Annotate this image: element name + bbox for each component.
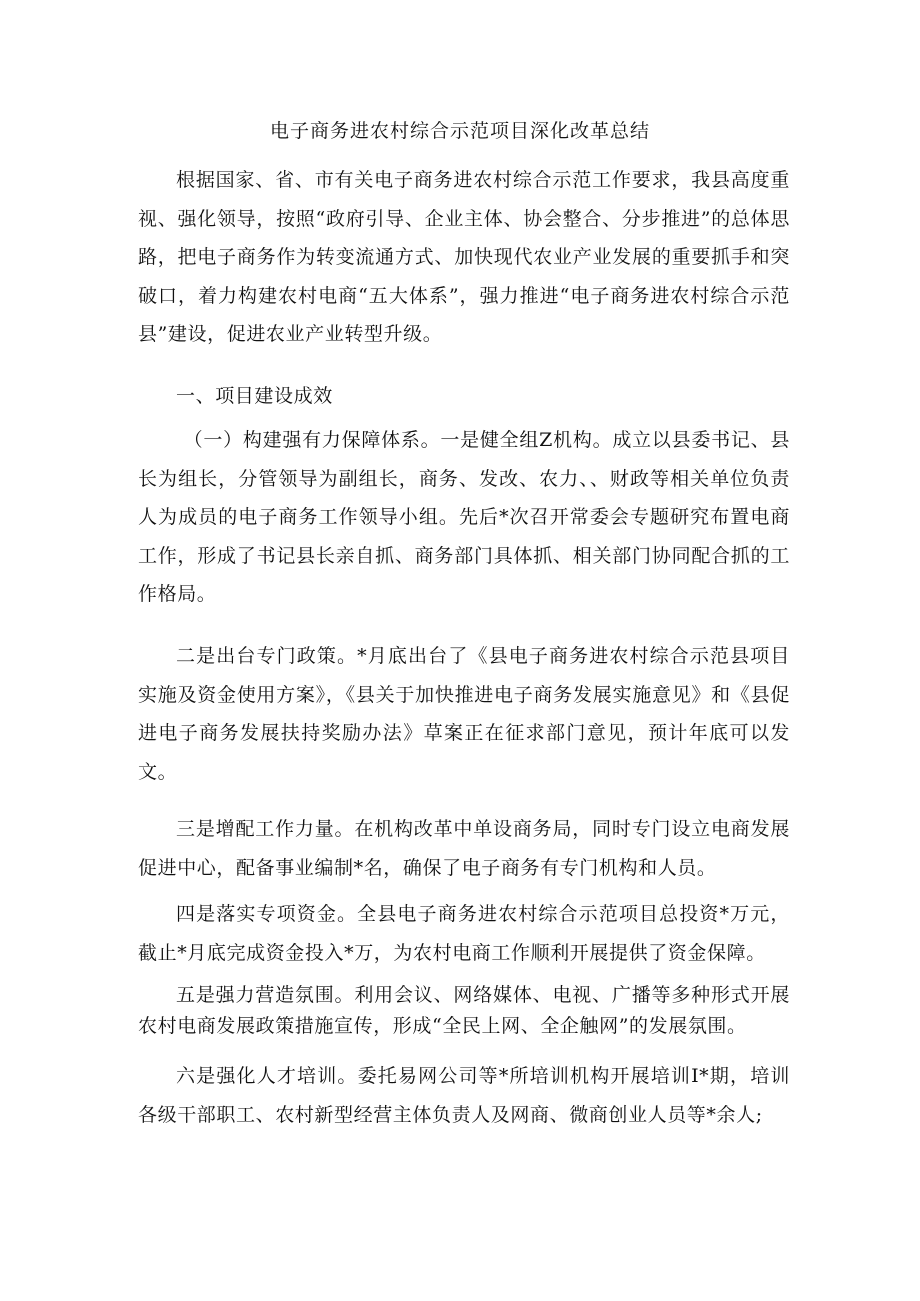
paragraph-policy: 二是出台专门政策。*月底出台了《县电子商务进农村综合示范县项目实施及资金使用方案》，《县关于加快推进电子商务发展实施意见》和《县促进电子商务发展扶持奖励办法》草案正在征求部门意见，预计年底可以发文。 (138, 645, 790, 783)
document-title: 电子商务进农村综合示范项目深化改革总结 (269, 120, 650, 142)
paragraph-funding: 四是落实专项资金。全县电子商务进农村综合示范项目总投资*万元，截止*月底完成资金投入*万，为农村电商工作顺利开展提供了资金保障。 (138, 903, 790, 964)
section-heading: 一、项目建设成效 (176, 385, 333, 407)
paragraph-training: 六是强化人才培训。委托易网公司等*所培训机构开展培训I*期，培训各级干部职工、农村新型经营主体负责人及网商、微商创业人员等*余人; (138, 1065, 790, 1126)
paragraph-organization: （一）构建强有力保障体系。一是健全组Z机构。成立以县委书记、县长为组长，分管领导为副组长，商务、发改、农力、、财政等相关单位负责人为成员的电子商务工作领导小组。先后*次召开常委会专题研究布置电商工作，形成了书记县长亲自抓、商务部门具体抓、相关部门协同配合抓的工作格局。 (138, 429, 790, 605)
paragraph-publicity: 五是强力营造氛围。利用会议、网络媒体、电视、广播等多种形式开展农村电商发展政策措施宣传，形成“全民上网、全企触网”的发展氛围。 (138, 984, 790, 1037)
intro-paragraph: 根据国家、省、市有关电子商务进农村综合示范工作要求，我县高度重视、强化领导，按照“政府引导、企业主体、协会整合、分步推进”的总体思路，把电子商务作为转变流通方式、加快现代农业产业发展的重要抓手和突破口，着力构建农村电商“五大体系”，强力推进“电子商务进农村综合示范县”建设，促进农业产业转型升级。 (138, 169, 790, 345)
paragraph-staffing: 三是增配工作力量。在机构改革中单设商务局，同时专门设立电商发展促进中心，配备事业编制*名，确保了电子商务有专门机构和人员。 (138, 818, 790, 879)
